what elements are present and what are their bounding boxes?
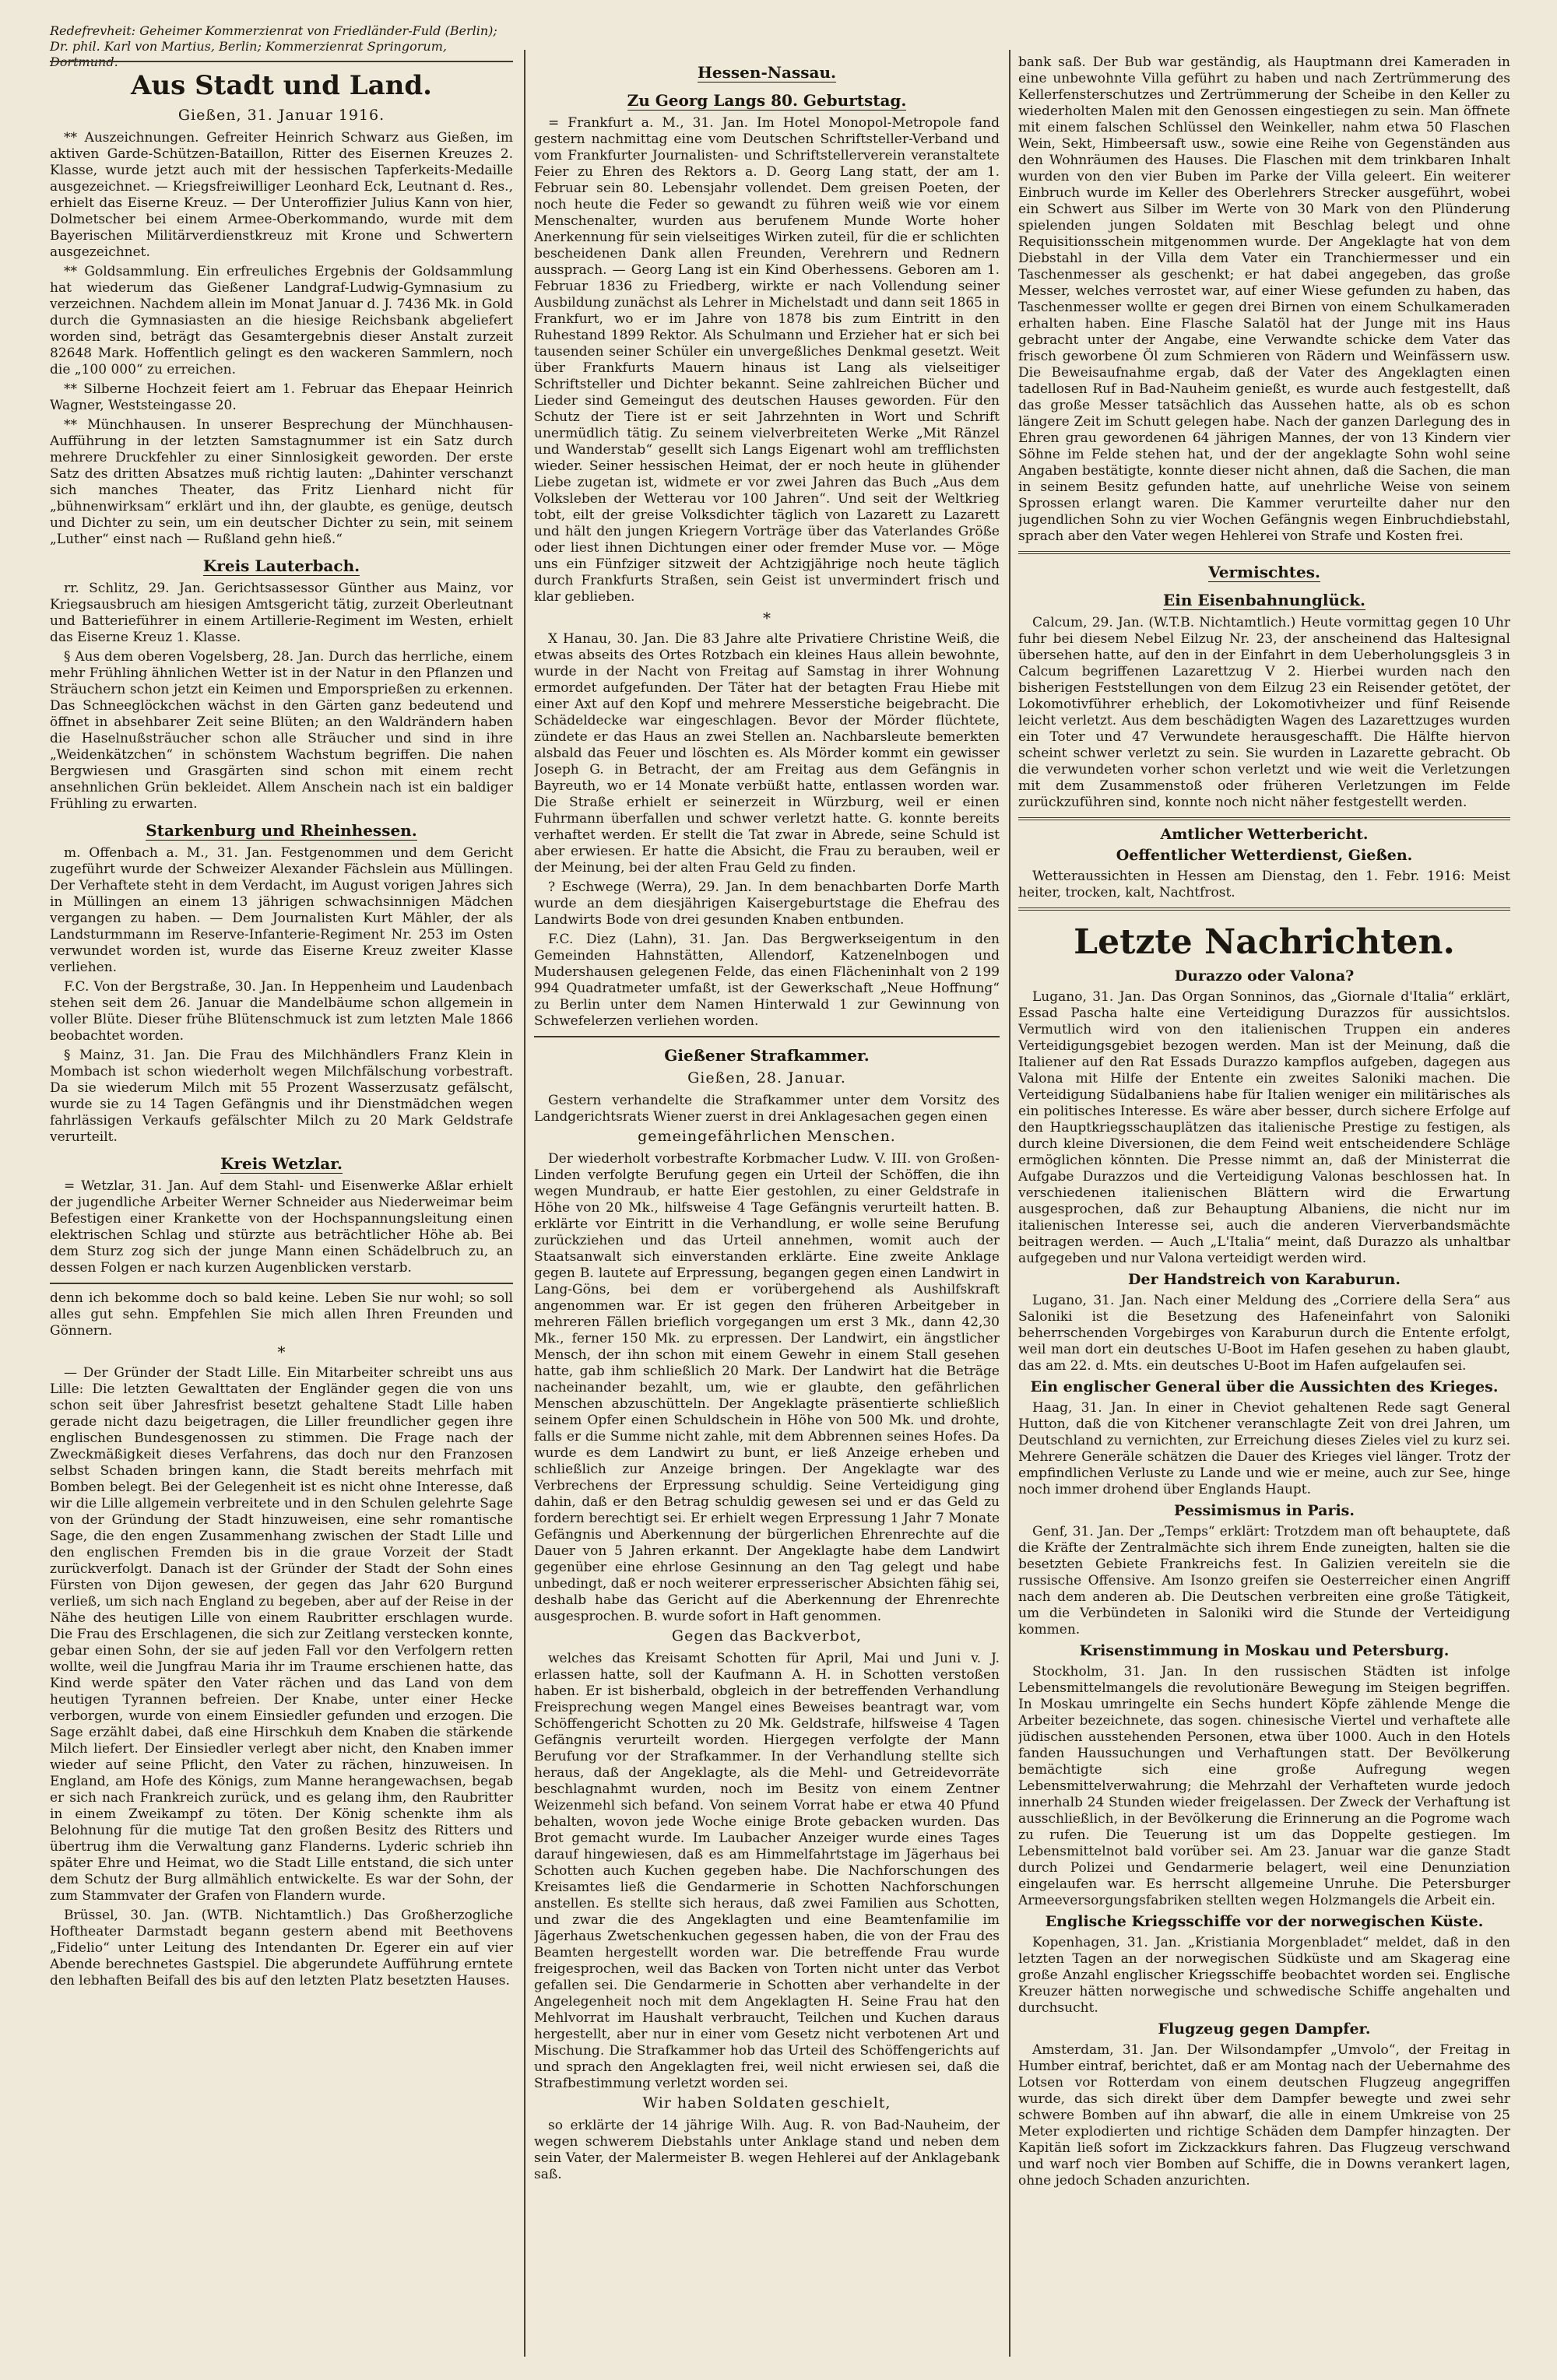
article-paragraph: ** Silberne Hochzeit feiert am 1. Februar das Ehepaar Heinrich Wagner, Weststeingasse 20. — [50, 381, 513, 413]
article-paragraph: § Aus dem oberen Vogelsberg, 28. Jan. Durch das herrliche, einem mehr Frühling ähnlichen Wetter ist in der Natur in den Pflanzen und Sträuchern schon jetzt ein Keimen und Emporsprießen zu erkennen. Das Schneeglöckchen wächst in den Gärten ganz bedeutend und öffnet in absehbarer Zeit seine Blüten; an den Waldrändern haben die Haselnußsträucher schon alle Sträucher und sind in ihre „Weidenkätzchen“ in schönstem Wachstum begriffen. Die nahen Bergwiesen und Grasgärten sind schon mit einem recht ansehnlichen Grün bekleidet. Allem Anschein nach ist ein baldiger Frühling zu erwarten. — [50, 649, 513, 812]
article-paragraph: X Hanau, 30. Jan. Die 83 Jahre alte Privatiere Christine Weiß, die etwas abseits des Ortes Rotzbach ein kleines Haus allein bewohnte, wurde in der Nacht von Freitag auf Samstag in ihrer Wohnung ermordet aufgefunden. Der Täter hat der betagten Frau Hiebe mit einer Axt auf den Kopf und mehrere Messerstiche beigebracht. Die Schädeldecke war eingeschlagen. Bevor der Mörder flüchtete, zündete er das Haus an zwei Stellen an. Nachbarsleute bemerkten alsbald das Feuer und löschten es. Als Mörder kommt ein gewisser Joseph G. in Betracht, der am Freitag aus dem Gefängnis in Bayreuth, wo er 14 Monate verbüßt hatte, entlassen worden war. Die Straße erhielt er seinerzeit in Würzburg, weil er einen Fuhrmann überfallen und schwer verletzt hatte. G. konnte bereits verhaftet werden. Er stellt die Tat zwar in Abrede, seine Schuld ist aber erwiesen. Er hatte die Absicht, die Frau zu berauben, weil er der Meinung, bei der alten Frau Geld zu finden. — [534, 631, 1000, 876]
article-paragraph: ** Auszeichnungen. Gefreiter Heinrich Schwarz aus Gießen, im aktiven Garde-Schützen-Bataillon, Ritter des Eisernen Kreuzes 2. Klasse, wurde jetzt auch mit der hessischen Tapferkeits-Medaille ausgezeichnet. — Kriegsfreiwilliger Leonhard Eck, Leutnant d. Res., erhielt das Eiserne Kreuz. — Der Unteroffizier Julius Kann von hier, Dolmetscher bei einem Armee-Oberkommando, wurde mit dem Bayerischen Militärverdienstkreuz mit Krone und Schwertern ausgezeichnet. — [50, 130, 513, 260]
subheading: Der Handstreich von Karaburun. — [1128, 1271, 1401, 1288]
column-2 — [534, 54, 1000, 2352]
separator-star: * — [763, 609, 771, 627]
article-paragraph: rr. Schlitz, 29. Jan. Gerichtsassessor Günther aus Mainz, vor Kriegsausbruch am hiesigen Amtsgericht tätig, zurzeit Oberleutnant und Batterieführer in einem Artillerie-Regiment im Westen, erhielt das Eiserne Kreuz 1. Klasse. — [50, 581, 513, 645]
subheading: Ein englischer General über die Aussichten des Krieges. — [1030, 1378, 1499, 1395]
subheading: Gießener Strafkammer. — [664, 1046, 870, 1065]
article-paragraph: Amsterdam, 31. Jan. Der Wilsondampfer „Umvolo“, der Freitag in Humber eintraf, berichtet, daß er am Montag nach der Uebernahme des Lotsen vor Rotterdam von einem deutschen Flugzeug angegriffen wurde, das sich direkt über dem Dampfer bewegte und zwei sehr schwere Bomben auf ihn abwarf, die alle in einem Umkreise von 25 Meter explodierten und richtige Schäden dem Dampfer hinzagten. Der Kapitän ließ sofort im Zickzackkurs fahren. Das Flugzeug verschwand und warf noch vier Bomben auf Schiffe, die in Downs verankert lagen, ohne jedoch Schaden anzurichten. — [1018, 2042, 1510, 2189]
feuilleton-paragraph: denn ich bekomme doch so bald keine. Leben Sie nur wohl; so soll alles gut sehn. Empfehlen Sie mich allen Ihren Freunden und Gönnern. — [50, 1290, 513, 1339]
subheading-text: Hessen-Nassau. — [698, 63, 836, 82]
subheading: Wir haben Soldaten geschielt, — [642, 2094, 891, 2111]
subheading: Pessimismus in Paris. — [1174, 1502, 1355, 1519]
article-paragraph: Lugano, 31. Jan. Das Organ Sonninos, das „Giornale d'Italia“ erklärt, Essad Pascha halte eine Verteidigung Durazzos für aussichtslos. Vermutlich wird von den italienischen Truppen ein anderes Verteidigungsgebiet bezogen werden. Man ist der Meinung, daß die Italiener auf den Rat Essads Durazzo kampflos aufgeben, dagegen aus Valona mit Hilfe der Entente ein zweites Saloniki machen. Die Verteidigung Südalbaniens habe für Italien weniger ein militärisches als ein politisches Interesse. Es wäre aber besser, durch sichere Erfolge auf den Hauptkriegsschauplätzen das italienische Prestige zu festigen, als durch kleine Diversionen, die dem Feind weit entscheidendere Schläge ermöglichen könnten. Die Presse nimmt an, daß der Ministerrat die Aufgabe Durazzos und die Verteidigung Valonas beschlossen hat. In verschiedenen italienischen Blättern wird die Erwartung ausgesprochen, daß zur Behauptung Albaniens, die nicht nur im italienischen Interesse sei, auch die anderen Vierverbandsmächte beitragen werden. — Auch „L'Italia“ meint, daß Durazzo als unhaltbar aufgegeben und nur Valona verteidigt werden wird. — [1018, 989, 1510, 1266]
subheading: Krisenstimmung in Moskau und Petersburg. — [1079, 1642, 1450, 1659]
latest-news-title: Letzte Nachrichten. — [1074, 922, 1455, 962]
divider — [50, 61, 513, 62]
article-paragraph: = Frankfurt a. M., 31. Jan. Im Hotel Monopol-Metropole fand gestern nachmittag eine vom Deutschen Schriftsteller-Verband und vom Frankfurter Journalisten- und Schriftstellerverein veranstaltete Feier zu Ehren des Rektors a. D. Georg Lang statt, der am 1. Februar sein 80. Lebensjahr vollendet. Dem greisen Poeten, der noch heute die Feder so gewandt zu führen weiß wie vor einem Menschenalter, wurden aus berufenem Munde Worte hoher Anerkennung für sein vielseitiges Wirken zuteil, für die er schlichten bescheidenen Dank allen Freunden, Verehrern und Rednern aussprach. — Georg Lang ist ein Kind Oberhessens. Geboren am 1. Februar 1836 zu Friedberg, wirkte er nach Vollendung seiner Ausbildung zunächst als Lehrer in Michelstadt und dann seit 1865 in Frankfurt, wo er im Jahre von 1878 bis zum Eintritt in den Ruhestand 1899 Rektor. Als Schulmann und Erzieher hat er sich bei tausenden seiner Schüler ein unvergeßliches Denkmal gesetzt. Weit über Frankfurts Mauern hinaus ist Lang als vielseitiger Schriftsteller und Dichter bekannt. Seine zahlreichen Bücher und Lieder sind Gemeingut des deutschen Hauses geworden. Für den Schutz der Tiere ist er seit Jahrzehnten in Wort und Schrift unermüdlich tätig. Zu seinem vielverbreiteten Werke „Mit Ränzel und Wanderstab“ gesellt sich Langs Eigenart wohl am trefflichsten wieder. Seiner hessischen Heimat, der er noch heute in glühender Liebe zugetan ist, widmete er vor zwei Jahren das Buch „Aus dem Volksleben der Wetterau vor 100 Jahren“. Und seit der Weltkrieg tobt, eilt der greise Volksdichter täglich von Lazarett zu Lazarett und hält den jungen Kriegern Vorträge über das Vaterlandes Größe oder liest ihnen Dichtungen einer oder fremder Muse vor. — Möge uns ein Fünfziger sitzweit der Achtzigjährige noch heute täglich durch Frankfurts Straßen, sein Geist ist unvermindert frisch und klar geblieben. — [534, 115, 1000, 605]
divider — [1018, 551, 1510, 554]
dateline: Gießen, 31. Januar 1916. — [177, 107, 385, 124]
column-3 — [1018, 54, 1510, 2352]
subheading — [50, 556, 513, 576]
subheading — [1018, 590, 1510, 610]
section-heading: Aus Stadt und Land. — [131, 70, 432, 101]
article-paragraph: = Wetzlar, 31. Jan. Auf dem Stahl- und Eisenwerke Aßlar erhielt der jugendliche Arbeiter Werner Schneider aus Niederweimar beim Befestigen einer Krankette von der Hochspannungsleitung einen elektrischen Schlag und stürzte aus beträchtlicher Höhe ab. Bei dem Sturz zog sich der junge Mann einen Schädelbruch zu, an dessen Folgen er nach kurzen Augenblicken verstarb. — [50, 1178, 513, 1276]
subheading-text: Starkenburg und Rheinhessen. — [146, 821, 417, 840]
article-paragraph: Genf, 31. Jan. Der „Temps“ erklärt: Trotzdem man oft behauptete, daß die Kräfte der Zentralmächte sich ihrem Ende zuneigten, halten sie die besetzten Gebiete Frankreichs fest. In Galizien vereiteln sie die russische Offensive. Am Isonzo greifen sie Oesterreicher einen Angriff nach dem anderen ab. Die Deutschen verbreiten eine große Tätigkeit, um die Verbündeten in Saloniki wird die Stunde der Verteidigung kommen. — [1018, 1524, 1510, 1638]
subheading — [50, 820, 513, 841]
subheading — [534, 90, 1000, 111]
article-paragraph: ** Goldsammlung. Ein erfreuliches Ergebnis der Goldsammlung hat wiederum das Gießener Landgraf-Ludwig-Gymnasium zu verzeichnen. Nachdem allein im Monat Januar d. J. 7436 Mk. in Gold durch die Gymnasiasten an die hiesige Reichsbank abgeliefert worden sind, beträgt das Gesamtergebnis dieser Anstalt zurzeit 82648 Mark. Hoffentlich gelingt es den wackeren Sammlern, noch die „100 000“ zu erreichen. — [50, 264, 513, 377]
article-paragraph: ** Münchhausen. In unserer Besprechung der Münchhausen-Aufführung in der letzten Samstagnummer ist ein Satz durch mehrere Druckfehler zu einer Sinnlosigkeit geworden. Der erste Satz des dritten Absatzes muß richtig lauten: „Dahinter verschanzt sich manches Theater, das Fritz Lienhard nicht für „bühnenwirksam“ erklärt und ihn, der glaubte, es genüge, deutsch und Dichter zu sein, um ein deutscher Dichter zu sein, mit seinem „Luther“ einst nach — Rußland gehn hieß.“ — [50, 417, 513, 547]
divider — [1018, 817, 1510, 820]
article-paragraph: m. Offenbach a. M., 31. Jan. Festgenommen und dem Gericht zugeführt wurde der Schweizer Alexander Fächslein aus Müllingen. Der Verhaftete steht in dem Verdacht, im August vorigen Jahres sich in Müllingen an einem 13 jährigen schwachsinnigen Mädchen vergangen zu haben. — Dem Journalisten Kurt Mähler, der als Landsturmmann im Reserve-Infanterie-Regiment Nr. 253 im Osten verwundet worden ist, wurde das Eiserne Kreuz zweiter Klasse verliehen. — [50, 845, 513, 975]
subheading-text: Kreis Lauterbach. — [202, 556, 360, 575]
article-paragraph: ? Eschwege (Werra), 29. Jan. In dem benachbarten Dorfe Marth wurde an dem diesjährigen Kaisergeburtstage die Ehefrau des Landwirts Bode von drei gesunden Knaben entbunden. — [534, 879, 1000, 928]
weather-text: Wetteraussichten in Hessen am Dienstag, den 1. Febr. 1916: Meist heiter, trocken, kalt, Nachtfrost. — [1018, 869, 1510, 900]
article-paragraph: Der wiederholt vorbestrafte Korbmacher Ludw. V. III. von Großen-Linden verfolgte Berufung gegen ein Urteil der Schöffen, die ihn wegen Mundraub, er hatte Eier gestohlen, zu einer Geldstrafe in Höhe von 20 Mk., hilfsweise 4 Tage Gefängnis verurteilt hatten. B. erklärte vor Eintritt in die Verhandlung, er wolle seine Berufung zurückziehen und das Urteil annehmen, womit auch der Staatsanwalt sich einverstanden erklärte. Eine zweite Anklage gegen B. lautete auf Erpressung, begangen gegen einen Landwirt in Lang-Göns, bei dem er vorübergehend als Aushilfskraft angenommen war. Er ist gegen den früheren Arbeitgeber in mehreren Fällen brieflich vorgegangen um erst 3 Mk., dann 42,30 Mk., ferner 150 Mk. zu erpressen. Der Landwirt, ein ängstlicher Mensch, der ihn schon mit einem Gewehr in einem Stall gesehen hatte, gab ihm schließlich 20 Mark. Der Landwirt hat die Beträge nacheinander bezahlt, um, wie er glaubte, den gefährlichen Menschen abzuschütteln. Der Angeklagte präsentierte schließlich seinem Opfer einen Schuldschein in Höhe von 500 Mk. und drohte, falls er die Summe nicht zahle, mit dem Abbrennen seines Hofes. Da wurde es dem Landwirt zu bunt, er ließ Anzeige erheben und schließlich zur Anzeige bringen. Der Angeklagte war des Verbrechens der Erpressung schuldig. Seine Verteidigung ging dahin, daß er den Betrag schuldig gewesen sei und er das Geld zu fordern berechtigt sei. Er erhielt wegen Erpressung 1 Jahr 7 Monate Gefängnis und Aberkennung der bürgerlichen Ehrenrechte auf die Dauer von 5 Jahren erkannt. Der Angeklagte habe dem Landwirt gegenüber eine ehrlose Gesinnung an den Tag gelegt und habe unbedingt, daß er noch weiterer erpresserischer Absichten fähig sei, deshalb habe das Gericht auf die Aberkennung der Ehrenrechte ausgesprochen. B. wurde sofort in Haft genommen. — [534, 1151, 1000, 1624]
divider — [50, 1283, 513, 1284]
subheading-text: Zu Georg Langs 80. Geburtstag. — [627, 91, 907, 110]
column-rule — [524, 50, 525, 2357]
feuilleton-paragraph: Brüssel, 30. Jan. (WTB. Nichtamtlich.) Das Großherzogliche Hoftheater Darmstadt begann gestern abend mit Beethovens „Fidelio“ unter Leitung des Intendanten Dr. Egerer ein auf vier Abende berechnetes Gastspiel. Die abgerundete Aufführung erntete den lebhaften Beifall des bis auf den letzten Platz besetzten Hauses. — [50, 1908, 513, 1989]
article-paragraph: Kopenhagen, 31. Jan. „Kristiania Morgenbladet“ meldet, daß in den letzten Tagen an der norwegischen Südküste und am Skagerag eine große Anzahl englischer Kriegsschiffe beobachtet worden sei. Englische Kreuzer hätten norwegische und schwedische Schiffe angehalten und durchsucht. — [1018, 1935, 1510, 2016]
article-paragraph: bank saß. Der Bub war geständig, als Hauptmann drei Kameraden in eine unbewohnte Villa geführt zu haben und nach Zertrümmerung des Kellerfensterschutzes und Zertrümmerung der Scheibe in den Keller zu wiederholten Malen mit den Genossen eingestiegen zu sein. Man öffnete mit einem falschen Schlüssel den Weinkeller, nahm etwa 50 Flaschen Wein, Sekt, Himbeersaft usw., sowie eine Reihe von Gegenständen aus den Wohnräumen des Hauses. Die Flaschen mit dem trinkbaren Inhalt wurden von den vier Buben im Parke der Villa geleert. Ein weiterer Einbruch wurde im Keller des Oberlehrers Strecker ausgeführt, wobei ein Schwert aus Silber im Werte von 30 Mark von den Plünderung spielenden jungen Soldaten mit Beschlag belegt und ohne Requisitionsschein mitgenommen wurde. Der Angeklagte hat von dem Diebstahl in der Villa dem Vater ein Tranchiermesser und ein Taschenmesser als geschenkt; er hat dabei angegeben, das große Messer, welches verrostet war, auf einer Wiese gefunden zu haben, das Taschenmesser wollte er gegen drei Birnen von einem Schulkameraden erhalten haben. Eine Flasche Salatöl hat der Junge mit ins Haus gebracht unter der Angabe, eine Verwandte schicke dem Vater das frisch geworbene Öl zum Schmieren von Rädern und Weinfässern usw. Die Beweisaufnahme ergab, daß der Vater des Angeklagten einen tadellosen Ruf in Bad-Nauheim genießt, es wurde auch festgestellt, daß das große Messer tatsächlich das Aussehen hatte, als ob es schon längere Zeit im Schutt gelegen habe. Nach der ganzen Darlegung des in Ehren grau gewordenen 64 jährigen Mannes, der von 13 Kindern vier Söhne im Felde stehen hat, und der der angeklagte Sohn wohl seine Angaben bestätigte, konnte dieser nicht ahnen, daß die Sachen, die man in seinem Besitz gefunden hatte, auf unehrliche Weise von seinem Sprossen erlangt waren. Die Kammer verurteilte daher nur den jugendlichen Sohn zu vier Wochen Gefängnis wegen Einbruchdiebstahl, sprach aber den Vater wegen Hehlerei von Strafe und Kosten frei. — [1018, 54, 1510, 544]
subheading: Englische Kriegsschiffe vor der norwegischen Küste. — [1045, 1913, 1484, 1930]
subheading: Flugzeug gegen Dampfer. — [1158, 2020, 1371, 2038]
subheading — [1018, 562, 1510, 582]
article-paragraph: Gestern verhandelte die Strafkammer unter dem Vorsitz des Landgerichtsrats Wiener zuerst in drei Anklagesachen gegen einen — [534, 1093, 1000, 1125]
subheading-text: Kreis Wetzlar. — [220, 1154, 343, 1173]
previous-article-tail: Redefrevheit: Geheimer Kommerzienrat von Friedländer-Fuld (Berlin); Dr. phil. Karl von Martius, Berlin; Kommerzienrat Springorum, Dortmund. — [50, 23, 497, 69]
article-paragraph: so erklärte der 14 jährige Wilh. Aug. R. von Bad-Nauheim, der wegen schwerem Diebstahls unter Anklage stand und neben dem sein Vater, der Malermeister B. wegen Hehlerei auf der Anklagebank saß. — [534, 2118, 1000, 2182]
subheading: Gegen das Backverbot, — [671, 1627, 863, 1645]
column-1 — [50, 54, 513, 2352]
subheading: gemeingefährlichen Menschen. — [638, 1128, 896, 1145]
divider — [534, 1036, 1000, 1037]
article-paragraph: F.C. Von der Bergstraße, 30. Jan. In Heppenheim und Laudenbach stehen seit dem 26. Januar die Mandelbäume schon allgemein in voller Blüte. Dieser frühe Blütenschmuck ist zum letzten Male 1866 beobachtet worden. — [50, 979, 513, 1044]
subheading-text: Ein Eisenbahnunglück. — [1163, 591, 1365, 609]
article-paragraph: § Mainz, 31. Jan. Die Frau des Milchhändlers Franz Klein in Mombach ist schon wiederholt wegen Milchfälschung vorbestraft. Da sie wiederum Milch mit 55 Prozent Wasserzusatz gefälscht, wurde sie zu 14 Tagen Gefängnis und ihr Dienstmädchen wegen fahrlässigen Verkaufs gefälschter Milch zu 20 Mark Geldstrafe verurteilt. — [50, 1048, 513, 1145]
article-paragraph: welches das Kreisamt Schotten für April, Mai und Juni v. J. erlassen hatte, soll der Kaufmann A. H. in Schotten verstoßen haben. Er ist bisherbald, obgleich in der betreffenden Verhandlung Freisprechung wegen Mangel eines Beweises beantragt war, vom Schöffengericht Schotten zu 20 Mk. Geldstrafe, hilfsweise 4 Tagen Gefängnis verurteilt worden. Hiergegen verfolgte der Mann Berufung vor der Strafkammer. In der Verhandlung stellte sich heraus, daß der Angeklagte, als die Mehl- und Getreidevorräte beschlagnahmt wurden, noch im Besitz von einem Zentner Weizenmehl sich befand. Von seinem Vorrat habe er etwa 40 Pfund behalten, wovon jede Woche einige Brote gebacken wurden. Das Brot gemacht wurde. Im Laubacher Anzeiger wurde eines Tages darauf hingewiesen, daß es am Himmelfahrtstage im Jägerhaus bei Schotten auch Kuchen gegeben habe. Die Nachforschungen des Kreisamtes ließ die Gendarmerie in Schotten Nachforschungen anstellen. Es stellte sich heraus, daß zwei Familien aus Schotten, und zwar die des Angeklagten und eine Beamtenfamilie im Jägerhaus Zwetschenkuchen gegessen haben, die von der Frau des Beamten hergestellt worden war. Die betreffende Frau wurde freigesprochen, weil das Backen von Torten nicht unter das Verbot gefallen sei. Die Gendarmerie in Schotten aber verhandelte in der Angelegenheit noch mit dem Angeklagten H. Seine Frau hat den Mehlvorrat im Haushalt verbraucht, Teilchen und Kuchen daraus hergestellt, aber nur in einer vom Gesetz nicht verbotenen Art und Mischung. Die Strafkammer hob das Urteil des Schöffengerichts auf und sprach den Angeklagten frei, weil nicht erwiesen sei, daß die Strafbestimmung verletzt worden sei. — [534, 1651, 1000, 2091]
weather-subheading: Oeffentlicher Wetterdienst, Gießen. — [1116, 847, 1413, 864]
column-rule — [1009, 50, 1010, 2357]
article-paragraph: Haag, 31. Jan. In einer in Cheviot gehaltenen Rede sagt General Hutton, daß die von Kitchener veranschlagte Zeit von drei Jahren, um Deutschland zu vernichten, zur Erreichung dieses Zieles viel zu kurz sei. Mehrere Generäle schätzen die Dauer des Krieges viel länger. Trotz der empfindlichen Verluste zu Lande und wie er meine, auch zur See, hinge noch immer drohend über Englands Haupt. — [1018, 1400, 1510, 1497]
dateline: Gießen, 28. Januar. — [687, 1069, 846, 1086]
article-paragraph: F.C. Diez (Lahn), 31. Jan. Das Bergwerkseigentum in den Gemeinden Hahnstätten, Allendorf, Katzenelnbogen und Mudershausen gelegenen Felde, das einen Flächeninhalt von 2 199 994 Quadratmeter umfaßt, ist der Gewerkschaft „Neue Hoffnung“ zu Berlin unter dem Namen Hinterwald 1 zur Gewinnung von Schwefelerzen verliehen worden. — [534, 932, 1000, 1029]
weather-heading: Amtlicher Wetterbericht. — [1160, 826, 1369, 843]
divider — [1018, 907, 1510, 911]
subheading — [534, 62, 1000, 82]
subheading-text: Vermischtes. — [1208, 563, 1320, 581]
article-paragraph: Calcum, 29. Jan. (W.T.B. Nichtamtlich.) Heute vormittag gegen 10 Uhr fuhr bei diesem Nebel Eilzug Nr. 23, der anscheinend das Haltesignal übersehen hatte, auf den in der Einfahrt in dem Ueberholungsgleis 3 in Calcum begriffenen Lazarettzug V 2. Hierbei wurden nach den bisherigen Feststellungen von dem Eilzug 23 ein Reisender getötet, der Lokomotivführer erheblich, der Lokomotivheizer und fünf Reisende leicht verletzt. Aus dem beschädigten Wagen des Lazarettzuges wurden ein Toter und 47 Verwundete herausgeschafft. Die Hälfte hiervon scheint schwer verletzt zu sein. Sie wurden in Lazarette gebracht. Ob die verwundeten vorher schon verletzt und wie weit die Verletzungen mit dem Zusammenstoß oder früheren Verletzungen im Felde zurückzuführen sind, konnte noch nicht näher festgestellt werden. — [1018, 615, 1510, 810]
subheading — [50, 1153, 513, 1174]
article-paragraph: Lugano, 31. Jan. Nach einer Meldung des „Corriere della Sera“ aus Saloniki ist die Besetzung des Hafeneinfahrt von Saloniki beherrschenden Vorgebirges von Karaburun durch die Entente erfolgt, weil man dort ein deutsches U-Boot im Hafen gesehen zu haben glaubt, das am 22. d. Mts. ein deutsches U-Boot im Hafen aufgelaufen sei. — [1018, 1293, 1510, 1374]
article-paragraph: Stockholm, 31. Jan. In den russischen Städten ist infolge Lebensmittelmangels die revolutionäre Bewegung im Steigen begriffen. In Moskau umringelte ein Sechs hundert Köpfe zählende Menge die Arbeiter bezeichnete, das sogen. chinesische Viertel und verhaftete alle jüdischen ausstehenden Personen, etwa über 1000. Auch in den Hotels fanden Haussuchungen und Verhaftungen statt. Der Bevölkerung bemächtigte sich eine große Aufregung wegen Lebensmittelverwahrung; die Mehrzahl der Verhafteten wurde jedoch innerhalb 24 Stunden wieder freigelassen. Der Zweck der Verhaftung ist ausschließlich, in der Bevölkerung die Erinnerung an die Pogrome wach zu rufen. Die Teuerung ist um das Doppelte gestiegen. Im Lebensmittelnot bald vorüber sei. Am 23. Januar war die ganze Stadt durch Polizei und Gendarmerie belagert, weil eine Denunziation eingelaufen war. Es herrscht allgemeine Unruhe. Die Petersburger Armeeversorgungsfabriken stellten wegen Holzmangels die Arbeit ein. — [1018, 1664, 1510, 1908]
feuilleton-paragraph: — Der Gründer der Stadt Lille. Ein Mitarbeiter schreibt uns aus Lille: Die letzten Gewalttaten der Engländer gegen die von uns schon seit über Jahresfrist besetzt gehaltene Stadt Lille haben gerade nicht dazu beigetragen, die Liller freundlicher gegen ihre englischen Bundesgenossen zu stimmen. Die Frage nach der Zweckmäßigkeit dieses Verfahrens, das doch nur den Franzosen selbst Schaden bringen kann, die Stadt bereits mehrfach mit Bomben belegt. Bei der Gelegenheit ist es nicht ohne Interesse, daß wir die Lille allgemein verbreitete und in den Schulen gelehrte Sage von der Gründung der Stadt hinzuweisen, eine sehr romantische Sage, die den engen Zusammenhang zwischen der Stadt Lille und den englischen Fremden bis in die graue Vorzeit der Stadt zurückverfolgt. Danach ist der Gründer der Stadt der Sohn eines Fürsten von Dijon gewesen, der gegen das Jahr 620 Burgund verließ, um sich nach England zu begeben, aber auf der Reise in der Nähe des heutigen Lille von einem Raubritter erschlagen wurde. Die Frau des Erschlagenen, die sich zur Zeitlang verstecken konnte, gebar einen Sohn, der sie auf jeden Fall vor den Verfolgern retten wollte, weil die Jungfrau Maria ihr im Traume erschienen hatte, das Kind werde später den Vater rächen und das Land von dem heutigen Tyrannen befreien. Der Knabe, unter einer Hecke verborgen, wurde von einem Einsiedler gefunden und erzogen. Die Sage erzählt dabei, daß eine Hirschkuh dem Knaben die stärkende Milch liefert. Der Einsiedler verlegt aber nicht, den Knaben immer wieder auf seine Pflicht, den Vater zu rächen, hinzuweisen. In England, am Hofe des Königs, zum Manne herangewachsen, begab er sich nach Frankreich zurück, und es gelang ihm, den Raubritter in einem Zweikampf zu töten. Der König schenkte ihm als Belohnung für die mutige Tat den großen Besitz des Ritters und übertrug ihm die Verwaltung ganz Flanderns. Lyderic schrieb ihn später Ehre und Heimat, wo die Stadt Lille entstand, die sich unter dem Schutz der Burg allmählich entwickelte. Es war der Sohn, der zum Stammvater der Grafen von Flandern wurde. — [50, 1365, 513, 1904]
separator-star: * — [277, 1343, 286, 1361]
subheading: Durazzo oder Valona? — [1174, 967, 1355, 985]
